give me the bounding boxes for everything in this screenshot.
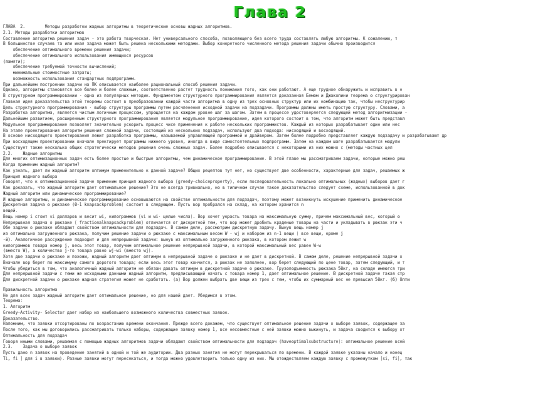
text-line: 2.3. Задача о выборе заявок bbox=[3, 344, 77, 350]
text-line: Вначале вор берет по максимуму самого дорогого товара; если весь этот товар кончится, а рюкзак не заполнен, вор берет следующий по цене товар, затем следующий, и т bbox=[3, 259, 405, 265]
text-line: При восходящем проектировании вначале пректирует программы нижнего уровня, иногда в виде самостоятельных подпрограмм. Затем на каждом шаге разрабатывается модули bbox=[3, 139, 400, 144]
text-line: обеспечение оптимального времени решения задачи; bbox=[3, 47, 132, 52]
text-line: Составление алгоритма решения задач - это работа творческая. Нет универсального способа, позволяющего без всего труда составлять любую алгоритмы. К сожалению, т bbox=[3, 35, 398, 41]
text-line: Говоря иными словами, решаемая с помощью жадных алгоритмов задачи обладают свойством оптимальности для подзадач (haveoptimalsubstructure): оптимальное решение всей bbox=[3, 338, 405, 344]
text-line: Когда применим жадный алгоритм? bbox=[3, 162, 80, 167]
text-line: возможность использования стандартных подпрограмм. bbox=[3, 75, 137, 81]
text-block-main bbox=[3, 24, 537, 283]
text-line: В основе нисходящего проектирования лежит разработка программы, называемой управляющей программой и драйвером. Затем более подробно представляет каждую подзадачу и разрабатывают др bbox=[3, 133, 447, 139]
text-line: После того, как мы договорились рассматривать только наборы, содержащие заявку номер 1, все несовместные с ней заявки можно выкинуть, и задача сводится к выбору от bbox=[3, 327, 405, 332]
text-line: Вещь номер i стоит vi долларов и весит wi, килограммов (vi и wi- целые числа). Вор хочет украсть товара на максимальную сумму, причем максимальный вес, который о bbox=[3, 213, 400, 219]
text-line: из оптимально загруженного рюкзака, получим решение задачи о рюкзаке с максимальным весом W - wj и набором из n-1 вещи ( все вещи, кроме j bbox=[3, 231, 344, 236]
text-line: Хотя две задачи о рюкзаке и похожи, жадный алгоритм дает оптимум в непрерывной задаче о рюкзаке и не дает в дискретной. В самом деле, решение непрерывной задачи о bbox=[3, 254, 403, 259]
text-line: Как узнать, дает ли жадный алгоритм оптимум применительно к данной задаче? Общих рецептов тут нет, но существует две особенности, характерные для задач, решаемых ж bbox=[3, 167, 405, 173]
text-line: Непрерывная задача о рюкзаке ( fractionalknapsackproblem) отличается от дискретной тем, что вор может дробить краденые товары на части и укладывать в рюкзак эти ч bbox=[3, 219, 403, 225]
text-line: Разработка алгоритма, является чистым логичным процессом, упрощается на каждом уровне шаг за шагом. Затем в процессе удостоверяется следующей метод алгоритмизации - bbox=[3, 110, 408, 116]
text-line: Оптимальность для подзадач bbox=[3, 332, 68, 338]
text-line: 2.1. Методы разработки алгоритмов bbox=[3, 29, 85, 35]
text-line: минимальные стоимостные затраты; bbox=[3, 70, 92, 75]
text-line: килограммов товара номер j, весь этот товар, получим оптимальное решение непрерывной задачи, в которой максимальный вес равен W-w bbox=[3, 242, 321, 248]
text-line: При дальнейшем построении задачи на ПК описывается наиболее рациональный способ решения задачи. bbox=[3, 81, 238, 87]
text-line: Главная идея доказательства этой теоремы состоит в преобразовании каждой части алгоритма в одну из трех основных структур или их комбинацию так, чтобы неструктурир bbox=[3, 98, 405, 104]
text-line: -й). Аналогичное рассуждение подходит и для непрерывной задачи: вынув из оптимально загруженного рюкзака, в котором лежит w bbox=[3, 236, 307, 242]
text-line: В структурном программировании - одна из популярных методик. Фундаментом структурного программирования является доказанная Бемом и Джакопини теорема о структурирован bbox=[3, 93, 410, 98]
text-line: Ti, fi ] для i в заявки). Разные заявки могут пересекаться, и тогда можно удовлетворить только одну из них. Мы отождествляем каждую заявку с промежутком [si, fi], так bbox=[3, 355, 413, 361]
text-line: Однако, алгоритмы становятся все более и более сложным, соответственно растет трудность понимания того, как они работают. А еще трудное обнаружить и исправить в н bbox=[3, 87, 403, 93]
text-block-second bbox=[3, 287, 537, 362]
document-body bbox=[3, 24, 537, 362]
text-line: вещей. bbox=[3, 208, 18, 213]
text-line: Как доказать, что жадный алгоритм дает оптимальное решение? Это не всегда тривиально, но в типичном случае такое доказательство следует схеме, использованной в док bbox=[3, 185, 405, 190]
text-line: Дискретная задача о рюкзаке (0-1 knapsackproblem) состоит в следующем. Пусть вор пробрался на склад, на котором хранится n bbox=[3, 202, 304, 208]
text-line: Цель структурного программирования - выбор структуры программы путем расчленения исходной задачи на подзадачи. Программы должны иметь простую структуру. Словами, а bbox=[3, 104, 405, 110]
text-line: обеспечение оптимального использования имеющихся ресурсов bbox=[3, 52, 154, 58]
text-line: 2.2. Жадные алгоритмы bbox=[3, 150, 63, 156]
text-line: Жадный алгоритм или динамическое программирование? bbox=[3, 190, 127, 196]
text-line: В большинстве случаев та или иная задача может быть решена несколькими методами. Выбор конкретного численного метода решения задачи обычно производится bbox=[3, 41, 376, 47]
document-header bbox=[0, 2, 540, 24]
text-line: обеспечение требуемой точности вычислений; bbox=[3, 64, 117, 70]
text-line: Чтобы убедиться в том, что аналогичный жадный алгоритм не обязан давать оптимум в дискретной задаче о рюкзаке. Грузоподъемность рюкзака 50кг, на складе имеются три bbox=[3, 265, 405, 271]
chapter-title: Глава 2 bbox=[233, 3, 307, 21]
text-line: Для непрерывной задачи с теми же исходными данными жадный алгоритм, предписывающий начать с товара номер 1, дает оптимальное решение. В дискретной задаче такая стр bbox=[3, 271, 405, 277]
text-line: Дальнейшим развитием, расширенным структурного программирования является модульное программирование, идея которого состоит в том, что алгоритм может быть представл bbox=[3, 116, 405, 121]
text-line: Модульное программирование позволяет значительно ускорить процесс чисе применения к работе нескольких программистов. Каждый из которых разрабатывает один или нес bbox=[3, 121, 400, 127]
text-line: Пусть дано n заявок на проведение занятий в одной и той же аудитории. Два разных занятия не могут перекрываться по времени. В каждой заявке указаны начало и конец bbox=[3, 350, 403, 355]
text-line: Принцип жадного выбора bbox=[3, 173, 58, 179]
text-line: Правильность алгоритма bbox=[3, 286, 58, 292]
text-line: На этапе проектирования алгоритм решения сложной задачи, состоящий из нескольких подзадач, используют два подхода: нисходящий и восходящий. bbox=[3, 127, 346, 133]
text-line: Говорят, что к оптимизационной задаче применим принцип жадного выбора (greedy-choiceproperty), если последовательность локально оптимальных (жадных) выборов дает г bbox=[3, 179, 405, 185]
text-line: Теорема: bbox=[3, 298, 23, 304]
text-line: Существует также несколько общих стратегически методов решения очень сложных задач. Более подробно описывается с некоторыми из них можно с (методы частных цел bbox=[3, 144, 393, 150]
text-line: Для многих оптимизационных задач есть более простые и быстрые алгоритмы, чем динамическое программирование. В этой главе мы рассматриваем задачи, которые можно реш bbox=[3, 156, 405, 162]
text-line: ГЛАВА 2. Методы разработки жадных алгоритмы в теоретические основы жадных алгоритмов. bbox=[3, 24, 233, 29]
text-line: Для дискретной задачи о рюкзаке жадная стратегия может не сработать. (а) Вор должен выбрать две вещи из трех с тем, чтобы их суммарный вес не превысил 50кг. (б) Опти bbox=[3, 277, 410, 282]
text-line: 1. Алгоритм bbox=[3, 304, 31, 309]
text-line: Обе задачи о рюкзаке обладают свойством оптимальности для подзадач. В самом деле, рассмотрим дискретную задачу. Вынув вещь номер j bbox=[3, 225, 324, 231]
text-line: Напомним, что заявки отсортированы по возрастанию времени окончания. Прежде всего докажем, что существует оптимальное решение задачи о выборе заявок, содержащее за bbox=[3, 321, 405, 327]
text-line: Не для всех задач жадный алгоритм дает оптимальное решение, но для нашей дает. Убедимся в этом. bbox=[3, 292, 238, 298]
text-line: Greedy-Activity- Selector дает набор из наибольшего возможного количества совместных заявок. bbox=[3, 309, 230, 315]
text-line: (памяти); bbox=[3, 58, 26, 64]
text-line: И жадные алгоритмы, и динамическое программирование основываются на свойстве оптимальности для подзадач, поэтому может возникнуть искушение применить динамическое bbox=[3, 196, 403, 202]
text-line: (вместо W), а количество j-то товара равно wj-wi (вместо wj). bbox=[3, 248, 154, 254]
text-line: Доказательство. bbox=[3, 315, 40, 321]
